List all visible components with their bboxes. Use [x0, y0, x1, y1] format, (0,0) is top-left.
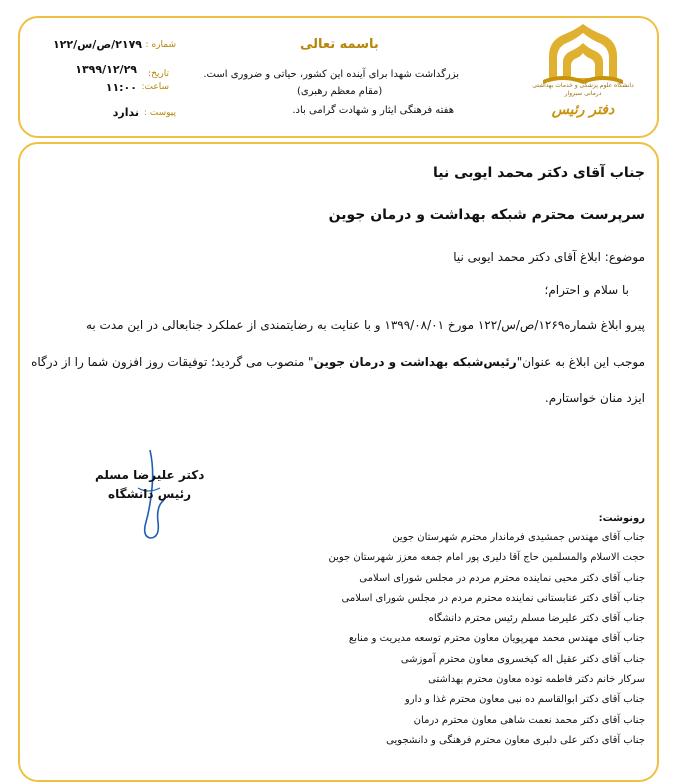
recipients-heading: رونوشت:	[598, 513, 645, 524]
body-line-1: پیرو ابلاغ شماره۱۲۶۹/ص/س/۱۲۲ مورخ ۱۳۹۹/۰۸/۰۱ و با عنایت به رضایتمندی از عملکرد جنابعالی در این مدت به	[85, 318, 645, 332]
subject-line: موضوع: ابلاغ آقای دکتر محمد ایوبی نیا	[453, 250, 645, 264]
greeting: با سلام و احترام؛	[544, 283, 629, 297]
time-value: ۱۱:۰۰	[105, 81, 137, 94]
slogan-line-1: بزرگداشت شهدا برای آینده این کشور، حیاتی و ضروری است.	[203, 69, 459, 80]
slogan-line-2: (مقام معظم رهبری)	[297, 86, 383, 97]
recipients-list	[328, 528, 645, 751]
time-label: ساعت:	[141, 82, 169, 92]
recipient-item: جناب آقای مهندس محمد مهرپویان معاون محترم توسعه مدیریت و منابع	[348, 633, 645, 645]
date-value: ۱۳۹۹/۱۲/۲۹	[75, 63, 137, 76]
number-value: ۲۱۷۹/ص/س/۱۲۲	[52, 38, 142, 51]
attachment-value: ندارد	[112, 106, 139, 119]
logo-university-name: دانشگاه علوم پزشکی و خدمات بهداشتی درمانی سبزوار	[532, 82, 634, 97]
body-line-2: موجب این ابلاغ به عنوان"رئیس‌شبکه بهداشت و درمان جوین" منصوب می گردید؛ توفیقات روز افزون شما را از درگاه	[31, 355, 645, 369]
date-label: تاریخ:	[148, 69, 169, 79]
signatory-name: دکتر علیرضا مسلم	[95, 468, 205, 482]
recipient-item: جناب آقای دکتر محمد نعمت شاهی معاون محترم درمان	[413, 714, 645, 726]
number-label: شماره :	[145, 40, 176, 50]
office-name: دفتر رئیس	[551, 102, 615, 118]
recipient-item: سرکار خانم دکتر فاطمه توده معاون محترم بهداشتی	[428, 674, 645, 686]
body-line-3: ایزد منان خواستارم.	[544, 391, 645, 405]
recipient-item: جناب آقای دکتر عنابستانی نماینده محترم مردم در مجلس شورای اسلامی	[341, 592, 645, 604]
recipient-item: جناب آقای دکتر عقیل اله کیخسروی معاون محترم آموزشی	[400, 653, 645, 665]
recipient-item: جناب آقای دکتر ابوالقاسم ده نبی معاون محترم غذا و دارو	[404, 694, 645, 706]
recipient-item: جناب آقای دکتر علیرضا مسلم رئیس محترم دانشگاه	[428, 613, 645, 625]
recipient-item: جناب آقای مهندس جمشیدی فرماندار محترم شهرستان جوین	[392, 532, 645, 543]
appointment-title: رئیس‌شبکه بهداشت و درمان جوین	[313, 355, 517, 369]
recipient-item: جناب آقای دکتر محبی نماینده محترم مردم در مجلس شورای اسلامی	[359, 572, 645, 584]
university-logo	[528, 22, 638, 118]
mosque-book-logo-icon	[541, 22, 625, 84]
addressee-name: جناب آقای دکتر محمد ایوبی نیا	[432, 165, 645, 181]
recipient-item: حجت الاسلام والمسلمین حاج آقا دلیری پور امام جمعه معزز شهرستان جوین	[328, 552, 645, 564]
addressee-position: سرپرست محترم شبکه بهداشت و درمان جوین	[328, 207, 645, 223]
attachment-label: پیوست :	[143, 108, 176, 118]
recipient-item: جناب آقای دکتر علی دلبری معاون محترم فرهنگی و دانشجویی	[386, 734, 645, 746]
bismillah-heading: باسمه تعالی	[300, 37, 379, 52]
signatory-title: رئیس دانشگاه	[108, 487, 192, 501]
slogan-line-3: هفته فرهنگی ایثار و شهادت گرامی باد.	[292, 105, 454, 116]
